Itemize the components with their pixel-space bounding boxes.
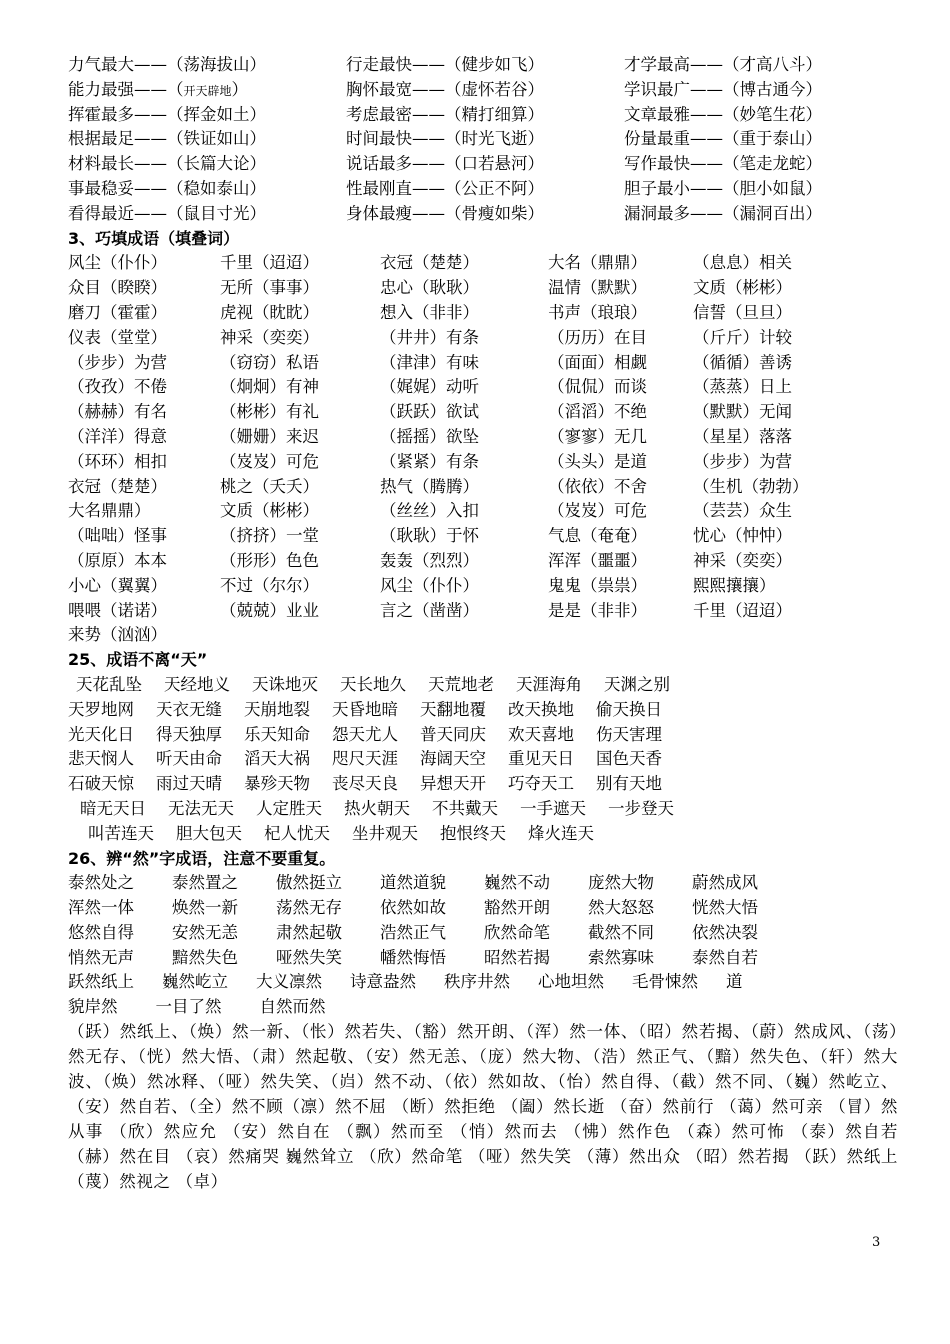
- idiom-word: 听天由命: [156, 749, 222, 769]
- idiom-item: （赫赫）有名: [68, 402, 167, 422]
- idiom-item: 喂喂（诺诺）: [68, 600, 167, 620]
- section-26-list: [68, 871, 898, 1020]
- section-25-heading: 25、成语不离“天”: [68, 650, 208, 670]
- idiom-item: 风尘（仆仆）: [68, 253, 167, 273]
- idiom-word: 天崩地裂: [244, 699, 310, 719]
- idiom-word: 悠然自得: [68, 922, 134, 942]
- idiom-word: 光天化日: [68, 724, 134, 744]
- idiom-item: 热气（腾腾）: [380, 476, 479, 496]
- idiom-item: （息息）相关: [693, 253, 792, 273]
- idiom-word: 巍然不动: [484, 873, 550, 893]
- idiom-item: 想入（非非）: [380, 302, 479, 322]
- idiom-item: （芸芸）众生: [693, 501, 792, 521]
- idiom-item: 神采（奕奕）: [220, 327, 319, 347]
- idiom-word: 叫苦连天: [88, 823, 154, 843]
- idiom-word: 一目了然: [155, 997, 222, 1017]
- superlative-item: 才学最高——（才高八斗）: [624, 55, 822, 74]
- idiom-item: （摇摇）欲坠: [380, 426, 479, 446]
- idiom-item: 千里（迢迢）: [693, 600, 792, 620]
- idiom-word: 道然道貌: [380, 873, 446, 893]
- idiom-word: 恍然大悟: [692, 898, 758, 918]
- idiom-item: 虎视（眈眈）: [220, 302, 319, 322]
- idiom-item: 是是（非非）: [548, 600, 647, 620]
- idiom-item: 忧心（忡忡）: [693, 526, 792, 546]
- idiom-item: 忠心（耿耿）: [380, 278, 479, 298]
- superlative-row: [68, 127, 898, 152]
- idiom-word: 哑然失笑: [276, 947, 342, 967]
- idiom-item: （洋洋）得意: [68, 426, 167, 446]
- idiom-item: （耿耿）于怀: [380, 526, 479, 546]
- idiom-row: [68, 475, 898, 500]
- idiom-row: [68, 499, 898, 524]
- idiom-item: 文质（彬彬）: [693, 278, 792, 298]
- idiom-word: 不共戴天: [432, 798, 498, 818]
- idiom-word: 偷天换日: [596, 699, 662, 719]
- idiom-word: 截然不同: [588, 922, 654, 942]
- idiom-item: （面面）相觑: [548, 352, 647, 372]
- idiom-word: 别有天地: [596, 774, 662, 794]
- idiom-item: （星星）落落: [693, 426, 792, 446]
- idiom-item: 神采（奕奕）: [693, 550, 792, 570]
- idiom-item: 书声（琅琅）: [548, 302, 647, 322]
- superlative-item: 胆子最小——（胆小如鼠）: [624, 178, 822, 198]
- idiom-word: 人定胜天: [256, 798, 322, 818]
- superlative-item: 写作最快——（笔走龙蛇）: [624, 154, 822, 174]
- idiom-item: （斤斤）计较: [693, 327, 792, 347]
- idiom-word: 悄然无声: [68, 947, 134, 967]
- section-26-paragraph: （跃）然纸上、（焕）然一新、（怅）然若失、（豁）然开朗、（浑）然一体、（昭）然若揭、（蔚）然成风、（荡）然无存、（恍）然大悟、（肃）然起敬、（安）然无恙、（庞）然大物、（浩）然正气、（黯）然失色、（轩）然大波、（焕）然冰释、（哑）然失笑、（岿）然不动、（依）然如故、（怡）然自得、（截）然不同、（巍）然屹立、（安）然自若、（全）然不顾（凛）然不屈 （断）然拒绝 （阖）然长逝 （奋）然前行 （蔼）然可亲 （冒）然从事 （欣）然应允 （安）然自在 （飘）然而至 （悄）然而去 （怫）然作色 （森）然可怖 （泰）然自若 （赫）然在目 （哀）然痛哭 巍然耸立 （欣）然命笔 （哑）然失笑 （薄）然出众 （昭）然若揭 （跃）然纸上 （蔑）然视之 （卓）: [68, 1022, 898, 1191]
- idiom-item: 千里（迢迢）: [220, 253, 319, 273]
- idiom-item: 浑浑（噩噩）: [548, 550, 647, 570]
- idiom-item: 气息（奄奄）: [548, 526, 647, 546]
- idiom-word: 改天换地: [508, 699, 574, 719]
- section-3-grid: [68, 251, 898, 648]
- idiom-word: 滔天大祸: [244, 749, 310, 769]
- idiom-word: 巧夺天工: [508, 774, 574, 794]
- idiom-word: 雨过天晴: [156, 774, 222, 794]
- idiom-item: （跃跃）欲试: [380, 402, 479, 422]
- idiom-word: 毛骨悚然: [632, 972, 698, 992]
- idiom-item: （娓娓）动听: [380, 377, 479, 397]
- idiom-item: 桃之（夭夭）: [220, 476, 319, 496]
- idiom-word: 国色天香: [596, 749, 662, 769]
- idiom-item: 温情（默默）: [548, 278, 647, 298]
- idiom-word: 天诛地灭: [252, 674, 318, 694]
- idiom-row: [68, 599, 898, 624]
- superlative-item: 材料最长——（长篇大论）: [68, 154, 266, 174]
- idiom-item: （炯炯）有神: [220, 377, 319, 397]
- section-26-heading: 26、辨“然”字成语，注意不要重复。: [68, 848, 336, 868]
- idiom-word: 热火朝天: [344, 798, 410, 818]
- idiom-word: 安然无恙: [172, 922, 238, 942]
- idiom-item: （窃窃）私语: [220, 352, 319, 372]
- idiom-word: 大义凛然: [256, 972, 322, 992]
- idiom-row: [68, 351, 898, 376]
- idiom-item: （历历）在目: [548, 327, 647, 347]
- idiom-word: 天衣无缝: [156, 699, 222, 719]
- idiom-line: [68, 921, 898, 946]
- idiom-item: （滔滔）不绝: [548, 402, 647, 422]
- idiom-word: 一步登天: [608, 798, 674, 818]
- superlative-item: 挥霍最多——（挥金如土）: [68, 104, 266, 124]
- idiom-word: 天罗地网: [68, 699, 134, 719]
- idiom-item: 大名（鼎鼎）: [548, 253, 647, 273]
- superlative-item: 漏洞最多——（漏洞百出）: [624, 203, 822, 223]
- idiom-line: [68, 871, 898, 896]
- idiom-word: 天渊之别: [604, 674, 670, 694]
- idiom-item: （步步）为营: [693, 451, 792, 471]
- idiom-word: 丧尽天良: [332, 774, 398, 794]
- idiom-item: 衣冠（楚楚）: [68, 476, 167, 496]
- idiom-word: 浩然正气: [380, 922, 446, 942]
- idiom-item: （岌岌）可危: [548, 501, 647, 521]
- idiom-item: 鬼鬼（祟祟）: [548, 575, 647, 595]
- idiom-word: 天昏地暗: [332, 699, 398, 719]
- idiom-row: [68, 375, 898, 400]
- idiom-item: （井井）有条: [380, 327, 479, 347]
- idiom-item: （岌岌）可危: [220, 451, 319, 471]
- idiom-item: 轰轰（烈烈）: [380, 550, 479, 570]
- superlative-item: [68, 78, 346, 104]
- idiom-word: 暗无天日: [80, 798, 146, 818]
- idiom-item: 小心（翼翼）: [68, 575, 167, 595]
- superlative-item: 胸怀最宽——（虚怀若谷）: [346, 79, 544, 99]
- idiom-word: 天荒地老: [428, 674, 494, 694]
- idiom-word: 无法无天: [168, 798, 234, 818]
- superlative-part: ）: [231, 79, 249, 99]
- idiom-item: （挤挤）一堂: [220, 526, 319, 546]
- idiom-item: （默默）无闻: [693, 402, 792, 422]
- idiom-word: 荡然无存: [276, 898, 342, 918]
- idiom-word: 秩序井然: [444, 972, 510, 992]
- idiom-word: 抱恨终天: [440, 823, 506, 843]
- idiom-item: （步步）为营: [68, 352, 167, 372]
- page-number: 3: [872, 1235, 881, 1250]
- idiom-item: （侃侃）而谈: [548, 377, 647, 397]
- idiom-word: 坐井观天: [352, 823, 418, 843]
- section-25-list: [68, 673, 898, 847]
- idiom-item: 仪表（堂堂）: [68, 327, 167, 347]
- idiom-row: [68, 524, 898, 549]
- idiom-word: 泰然自若: [692, 947, 758, 967]
- idiom-word: 索然寡味: [588, 947, 654, 967]
- idiom-line: [68, 995, 898, 1020]
- idiom-item: （寥寥）无几: [548, 426, 647, 446]
- idiom-item: （形形）色色: [220, 550, 319, 570]
- idiom-row: [68, 623, 898, 648]
- superlative-item: 说话最多——（口若悬河）: [346, 154, 544, 174]
- superlative-item: 时间最快——（时光飞逝）: [346, 129, 544, 149]
- idiom-item: 熙熙攘攘）: [693, 575, 776, 595]
- superlative-item: 性最刚直——（公正不阿）: [346, 178, 544, 198]
- idiom-line: [68, 673, 898, 698]
- idiom-word: 得天独厚: [156, 724, 222, 744]
- superlative-row: [68, 78, 898, 103]
- idiom-row: [68, 400, 898, 425]
- idiom-word: 天涯海角: [516, 674, 582, 694]
- idiom-item: （头头）是道: [548, 451, 647, 471]
- idiom-row: [68, 276, 898, 301]
- idiom-row: [68, 326, 898, 351]
- idiom-word: 昭然若揭: [484, 947, 550, 967]
- idiom-word: 异想天开: [420, 774, 486, 794]
- idiom-item: 众目（睽睽）: [68, 278, 167, 298]
- idiom-item: （原原）本本: [68, 550, 167, 570]
- idiom-line: [68, 822, 898, 847]
- idiom-word: 蔚然成风: [692, 873, 758, 893]
- superlative-item: 事最稳妥——（稳如泰山）: [68, 178, 266, 198]
- superlative-item: 文章最雅——（妙笔生花）: [624, 104, 822, 124]
- idiom-word: 幡然悔悟: [380, 947, 446, 967]
- superlative-item: 身体最瘦——（骨瘦如柴）: [346, 203, 544, 223]
- idiom-word: 跃然纸上: [68, 972, 134, 992]
- superlative-item: 根据最足——（铁证如山）: [68, 129, 266, 149]
- idiom-line: [68, 797, 898, 822]
- idiom-word: 诗意盎然: [350, 972, 416, 992]
- idiom-word: 悲天悯人: [68, 749, 134, 769]
- idiom-word: 天翻地覆: [420, 699, 486, 719]
- idiom-word: 巍然屹立: [162, 972, 228, 992]
- idiom-row: [68, 425, 898, 450]
- idiom-item: （津津）有味: [380, 352, 479, 372]
- superlative-row: [68, 202, 898, 227]
- idiom-item: 无所（事事）: [220, 278, 319, 298]
- idiom-word: 泰然处之: [68, 873, 134, 893]
- idiom-word: 海阔天空: [420, 749, 486, 769]
- idiom-line: [68, 698, 898, 723]
- idiom-word: 然大怒怒: [588, 898, 654, 918]
- idiom-row: [68, 450, 898, 475]
- superlative-item: 学识最广——（博古通今）: [624, 79, 822, 99]
- idiom-word: 肃然起敬: [276, 922, 342, 942]
- idiom-word: 豁然开朗: [484, 898, 550, 918]
- idiom-word: 傲然挺立: [276, 873, 342, 893]
- idiom-word: 普天同庆: [420, 724, 486, 744]
- idiom-item: （蒸蒸）日上: [693, 377, 792, 397]
- superlative-item: 看得最近——（鼠目寸光）: [68, 203, 266, 223]
- superlative-part: 开天辟地: [183, 83, 232, 98]
- section-3-heading: 3、巧填成语（填叠词）: [68, 228, 240, 248]
- idiom-line: [68, 970, 898, 995]
- idiom-word: 黯然失色: [172, 947, 238, 967]
- superlative-row: [68, 177, 898, 202]
- idiom-item: （咄咄）怪事: [68, 526, 167, 546]
- idiom-word: 咫尺天涯: [332, 749, 398, 769]
- superlative-row: [68, 152, 898, 177]
- superlative-row: [68, 53, 898, 78]
- superlative-item: 考虑最密——（精打细算）: [346, 104, 544, 124]
- idiom-line: [68, 946, 898, 971]
- idiom-word: 烽火连天: [528, 823, 594, 843]
- superlative-item: 力气最大——（荡海拔山）: [68, 55, 266, 74]
- idiom-line: [68, 772, 898, 797]
- idiom-word: 重见天日: [508, 749, 574, 769]
- idiom-item: 来势（汹汹）: [68, 625, 167, 645]
- idiom-word: 依然决裂: [692, 922, 758, 942]
- idiom-item: （姗姗）来迟: [220, 426, 319, 446]
- idiom-word: 暴殄天物: [244, 774, 310, 794]
- idiom-word: 貌岸然: [68, 997, 118, 1017]
- idiom-item: （环环）相扣: [68, 451, 167, 471]
- idiom-word: 石破天惊: [68, 774, 134, 794]
- idiom-word: 天花乱坠: [76, 674, 142, 694]
- idiom-item: （紧紧）有条: [380, 451, 479, 471]
- idiom-word: 一手遮天: [520, 798, 586, 818]
- idiom-line: [68, 723, 898, 748]
- idiom-item: （孜孜）不倦: [68, 377, 167, 397]
- idiom-item: 不过（尔尔）: [220, 575, 319, 595]
- idiom-word: 道: [726, 972, 743, 992]
- idiom-line: [68, 896, 898, 921]
- superlative-item: 行走最快——（健步如飞）: [346, 55, 544, 74]
- idiom-word: 乐天知命: [244, 724, 310, 744]
- idiom-word: 胆大包天: [176, 823, 242, 843]
- idiom-item: （兢兢）业业: [220, 600, 319, 620]
- idiom-word: 浑然一体: [68, 898, 134, 918]
- idiom-item: 大名鼎鼎）: [68, 501, 151, 521]
- idiom-item: （生机（勃勃）: [693, 476, 809, 496]
- idiom-word: 自然而然: [259, 997, 326, 1017]
- page-content: [68, 53, 898, 1194]
- idiom-row: [68, 549, 898, 574]
- idiom-word: 欣然命笔: [484, 922, 550, 942]
- superlative-item: 份量最重——（重于泰山）: [624, 129, 822, 149]
- idiom-word: 天经地义: [164, 674, 230, 694]
- idiom-item: 言之（凿凿）: [380, 600, 479, 620]
- superlative-row: [68, 103, 898, 128]
- idiom-item: 衣冠（楚楚）: [380, 253, 479, 273]
- idiom-word: 伤天害理: [596, 724, 662, 744]
- idiom-word: 杞人忧天: [264, 823, 330, 843]
- idiom-word: 怨天尤人: [332, 724, 398, 744]
- idiom-row: [68, 251, 898, 276]
- idiom-word: 心地坦然: [538, 972, 604, 992]
- idiom-word: 依然如故: [380, 898, 446, 918]
- idiom-item: （依依）不舍: [548, 476, 647, 496]
- idiom-row: [68, 574, 898, 599]
- superlatives-section: [68, 53, 898, 227]
- idiom-word: 庞然大物: [588, 873, 654, 893]
- idiom-item: （彬彬）有礼: [220, 402, 319, 422]
- superlative-part: 能力最强——（: [68, 79, 184, 99]
- idiom-word: 焕然一新: [172, 898, 238, 918]
- idiom-line: [68, 747, 898, 772]
- idiom-item: 文质（彬彬）: [220, 501, 319, 521]
- idiom-item: （循循）善诱: [693, 352, 792, 372]
- idiom-item: 磨刀（霍霍）: [68, 302, 167, 322]
- idiom-word: 欢天喜地: [508, 724, 574, 744]
- idiom-item: 信誓（旦旦）: [693, 302, 792, 322]
- idiom-word: 天长地久: [340, 674, 406, 694]
- idiom-item: 风尘（仆仆）: [380, 575, 479, 595]
- idiom-row: [68, 301, 898, 326]
- idiom-word: 泰然置之: [172, 873, 238, 893]
- idiom-item: （丝丝）入扣: [380, 501, 479, 521]
